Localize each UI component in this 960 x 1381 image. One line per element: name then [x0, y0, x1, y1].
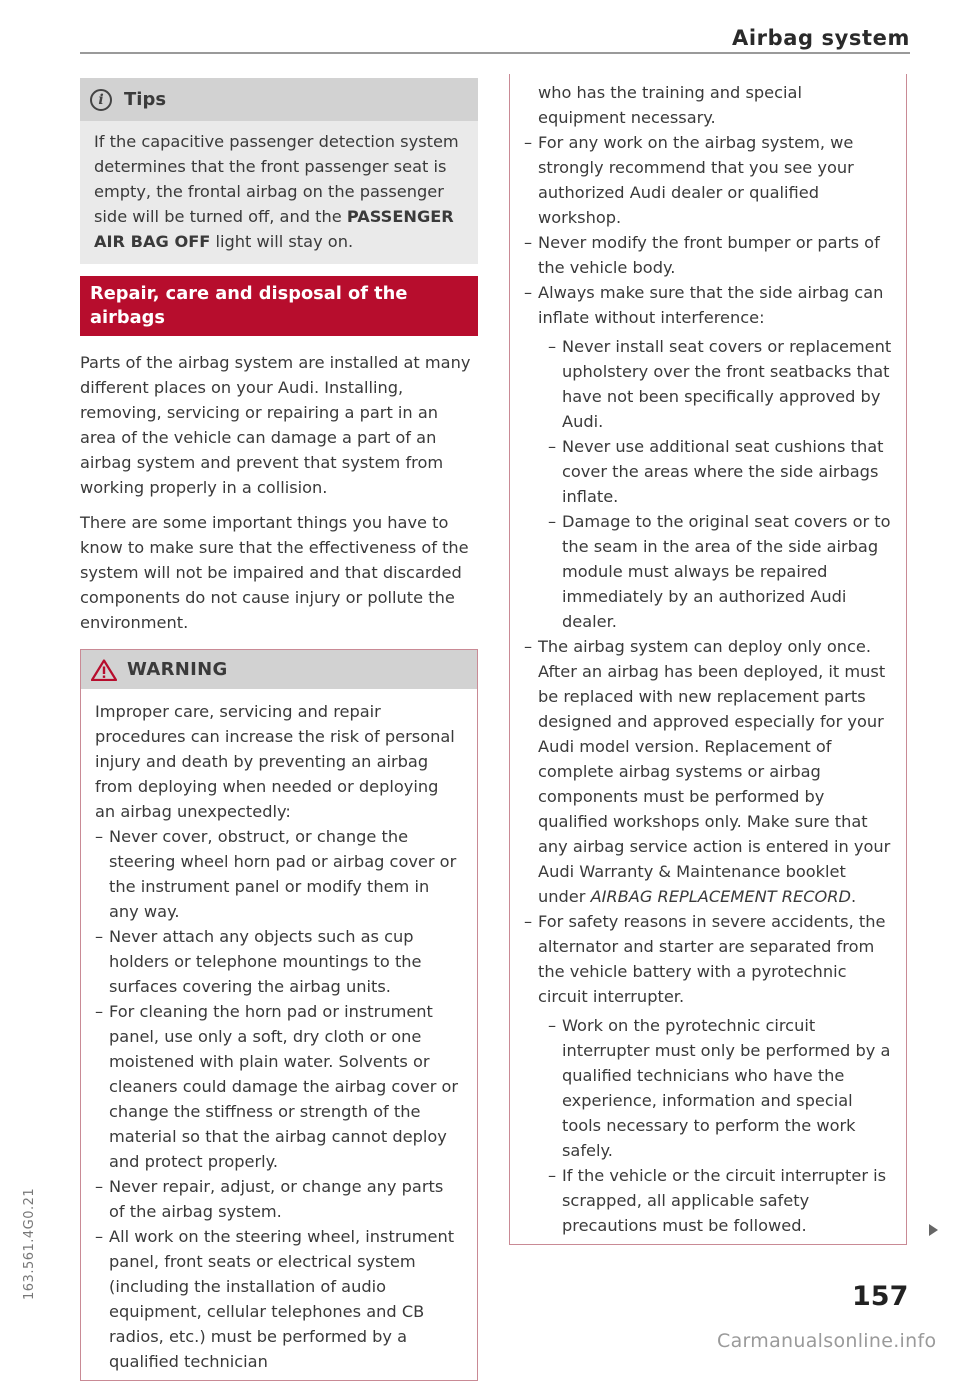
warning-item: – Never repair, adjust, or change any parts of the airbag system.: [95, 1174, 463, 1224]
section-paragraph-2: There are some important things you have to know to make sure that the effectiveness of the system will not be impaired and that discarded components do not cause injury or pollute the environment.: [80, 513, 469, 632]
warning-continuation-box: [509, 74, 907, 1245]
warning-title: WARNING: [127, 659, 228, 680]
warning-item: – All work on the steering wheel, instrument panel, front seats or electrical system (including the installation of audio equipment, cellular telephones and CB radios, etc.) must be performed by a qualified technician: [95, 1224, 463, 1374]
continuation-subitem: – Work on the pyrotechnic circuit interrupter must only be performed by a qualified technicians who have the experience, information and special tools necessary to perform the work safely.: [548, 1013, 892, 1163]
watermark: Carmanualsonline.info: [717, 1330, 937, 1352]
section-paragraph-1: Parts of the airbag system are installed at many different places on your Audi. Installing, removing, servicing or repairing a part in an area of the vehicle can damage a part of an airbag system and prevent that system from working properly in a collision.: [80, 353, 471, 497]
warning-item: – Never attach any objects such as cup holders or telephone mountings to the surfaces covering the airbag units.: [95, 924, 463, 999]
continuation-list: [524, 130, 892, 1238]
continuation-item-text: For safety reasons in severe accidents, the alternator and starter are separated from the vehicle battery with a pyrotechnic circuit interrupter.: [538, 912, 886, 1006]
warning-header: [81, 650, 477, 689]
warning-triangle-icon: [91, 659, 117, 681]
continuation-item-text: The airbag system can deploy only once. After an airbag has been deployed, it must be replaced with new replacement parts designed and approved especially for your Audi model version. Replacement of complete airbag systems or airbag components must be performed by qualified workshops only. Make sure that any airbag service action is entered in your Audi Warranty & Maintenance booklet under: [538, 637, 891, 906]
record-name: AIRBAG REPLACEMENT RECORD: [590, 887, 851, 906]
left-column: [80, 78, 478, 1381]
continuation-item: [524, 909, 892, 1238]
info-icon: i: [90, 89, 112, 111]
continuation-subitem: – Never install seat covers or replacement upholstery over the front seatbacks that have not been specifically approved by Audi.: [548, 334, 892, 434]
tips-header: [80, 78, 478, 121]
continuation-lead: who has the training and special equipment necessary.: [538, 83, 802, 127]
tips-title: Tips: [124, 89, 167, 110]
page-number: 157: [852, 1281, 909, 1312]
continuation-subitem: – If the vehicle or the circuit interrupter is scrapped, all applicable safety precautions must be followed.: [548, 1163, 892, 1238]
side-document-code: 163.561.4G0.21: [22, 1187, 37, 1300]
tips-box: [80, 78, 478, 264]
header-rule: [80, 52, 910, 54]
section-heading: Repair, care and disposal of the airbags: [80, 276, 478, 336]
continuation-item-text: Always make sure that the side airbag can inflate without interference:: [538, 283, 884, 327]
warning-body: [81, 689, 477, 1380]
continuation-subitem: – Damage to the original seat covers or to the seam in the area of the side airbag module must always be repaired immediately by an authorized Audi dealer.: [548, 509, 892, 634]
warning-item: – Never cover, obstruct, or change the steering wheel horn pad or airbag cover or the instrument panel or modify them in any way.: [95, 824, 463, 924]
tips-text-after: light will stay on.: [210, 232, 354, 251]
continuation-item: [524, 634, 892, 909]
continuation-item: [524, 280, 892, 634]
warning-box: [80, 649, 478, 1381]
continuation-sublist: [538, 1013, 892, 1238]
tips-bold-label: PASSENGER AIR BAG OFF: [94, 207, 454, 251]
running-header-title: Airbag system: [731, 26, 910, 50]
continuation-item: – For any work on the airbag system, we strongly recommend that you see your authorized Audi dealer or qualified workshop.: [524, 130, 892, 230]
warning-item: – For cleaning the horn pad or instrument panel, use only a soft, dry cloth or one moistened with plain water. Solvents or cleaners could damage the airbag cover or change the stiffness or strength of the material so that the airbag cannot deploy and protect properly.: [95, 999, 463, 1174]
next-page-arrow-icon: [929, 1224, 938, 1236]
continuation-subitem: – Never use additional seat cushions that cover the areas where the side airbags inflate.: [548, 434, 892, 509]
tips-text: [80, 121, 478, 264]
tips-text-before: If the capacitive passenger detection system determines that the front passenger seat is empty, the frontal airbag on the passenger side will be turned off, and the: [94, 132, 459, 226]
continuation-item: – Never modify the front bumper or parts of the vehicle body.: [524, 230, 892, 280]
right-column: [509, 74, 907, 1245]
continuation-sublist: [538, 334, 892, 634]
continuation-item-end: .: [850, 887, 857, 906]
warning-list: [95, 824, 463, 1374]
warning-intro: Improper care, servicing and repair procedures can increase the risk of personal injury and death by preventing an airbag from deploying when needed or deploying an airbag unexpectedly:: [95, 702, 455, 821]
